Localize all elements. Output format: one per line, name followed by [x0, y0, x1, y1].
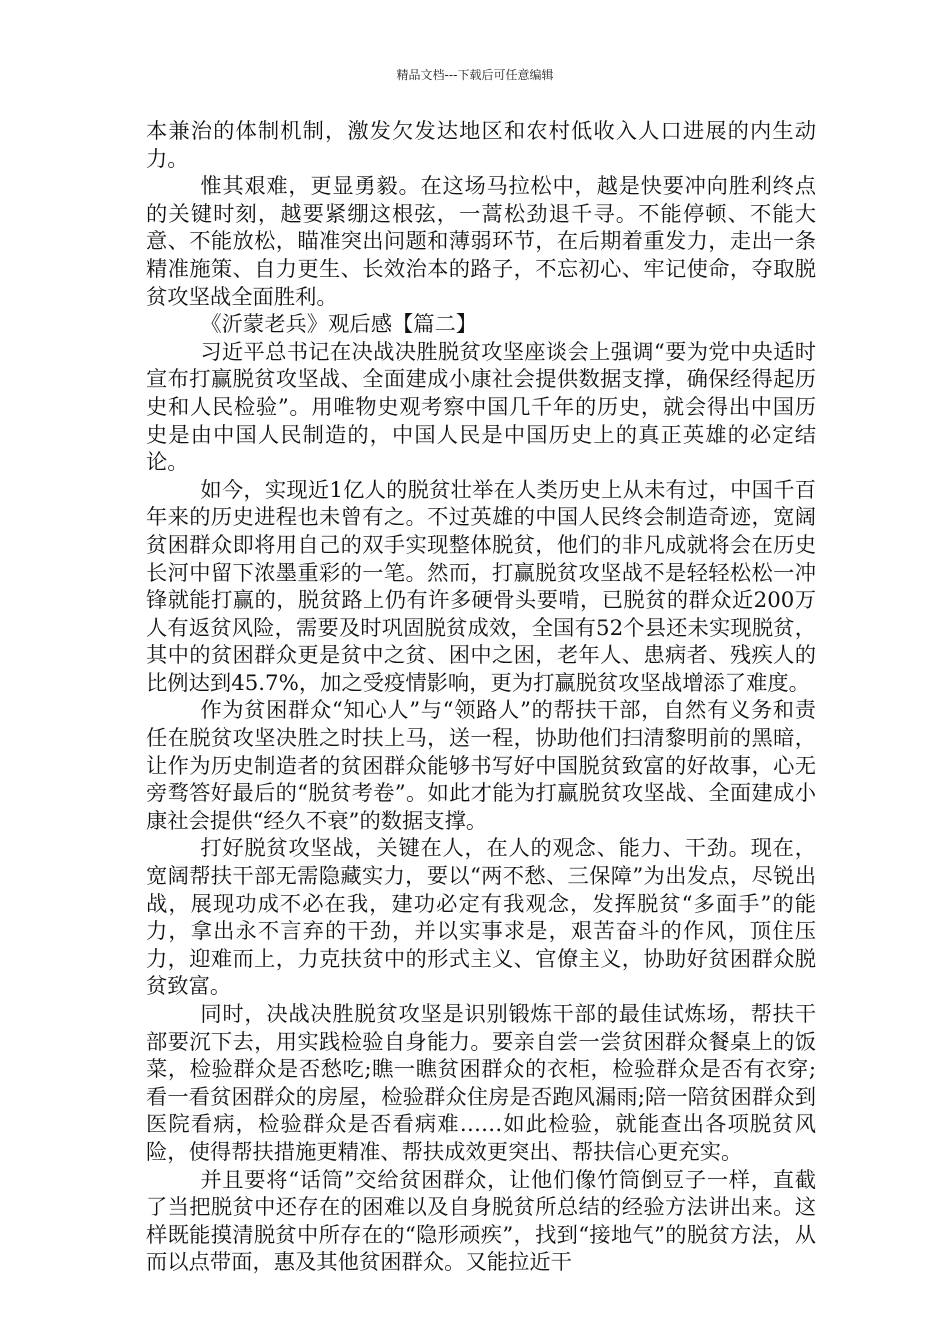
paragraph: 同时，决战决胜脱贫攻坚是识别锻炼干部的最佳试炼场，帮扶干部要沉下去，用实践检验自身能力。要亲自尝一尝贫困群众餐桌上的饭菜，检验群众是否愁吃;瞧一瞧贫困群众的衣柜，检验群众是否有衣穿;看一看贫困群众的房屋，检验群众住房是否跑风漏雨;陪一陪贫困群众到医院看病，检验群众是否看病难……如此检验，就能查出各项脱贫风险，使得帮扶措施更精准、帮扶成效更突出、帮扶信心更充实。: [146, 1002, 816, 1165]
page-header: 精品文档---下载后可任意编辑: [396, 68, 554, 82]
paragraph: 习近平总书记在决战决胜脱贫攻坚座谈会上强调“要为党中央适时宣布打赢脱贫攻坚战、全面建成小康社会提供数据支撑，确保经得起历史和人民检验”。用唯物史观考察中国几千年的历史，就会得出中国历史是由中国人民制造的，中国人民是中国历史上的真正英雄的必定结论。: [146, 339, 816, 476]
paragraph: 打好脱贫攻坚战，关键在人，在人的观念、能力、干劲。现在，宽阔帮扶干部无需隐藏实力，要以“两不愁、三保障”为出发点，尽锐出战，展现功成不必在我，建功必定有我观念，发挥脱贫“多面手”的能力，拿出永不言弃的干劲，并以实事求是，艰苦奋斗的作风，顶住压力，迎难而上，力克扶贫中的形式主义、官僚主义，协助好贫困群众脱贫致富。: [146, 836, 816, 1000]
document-body: [146, 118, 816, 1277]
paragraph: 作为贫困群众“知心人”与“领路人”的帮扶干部，自然有义务和责任在脱贫攻坚决胜之时扶上马，送一程，协助他们扫清黎明前的黑暗，让作为历史制造者的贫困群众能够书写好中国脱贫致富的好故事，心无旁骛答好最后的“脱贫考卷”。如此才能为打赢脱贫攻坚战、全面建成小康社会提供“经久不衰”的数据支撑。: [146, 698, 816, 834]
paragraph: 并且要将“话筒”交给贫困群众，让他们像竹筒倒豆子一样，直截了当把脱贫中还存在的困难以及自身脱贫所总结的经验方法讲出来。这样既能摸清脱贫中所存在的“隐形顽疾”，找到“接地气”的脱贫方法，从而以点带面，惠及其他贫困群众。又能拉近干: [146, 1167, 816, 1276]
paragraph: 如今，实现近1亿人的脱贫壮举在人类历史上从未有过，中国千百年来的历史进程也未曾有之。不过英雄的中国人民终会制造奇迹，宽阔贫困群众即将用自己的双手实现整体脱贫，他们的非凡成就将会在历史长河中留下浓墨重彩的一笔。然而，打赢脱贫攻坚战不是轻轻松松一冲锋就能打赢的，脱贫路上仍有许多硬骨头要啃，已脱贫的群众近200万人有返贫风险，需要及时巩固脱贫成效，全国有52个县还未实现脱贫，其中的贫困群众更是贫中之贫、困中之困，老年人、患病者、残疾人的比例达到45.7%，加之受疫情影响，更为打赢脱贫攻坚战增添了难度。: [146, 477, 816, 696]
paragraph: 惟其艰难，更显勇毅。在这场马拉松中，越是快要冲向胜利终点的关键时刻，越要紧绷这根弦，一蒿松劲退千寻。不能停顿、不能大意、不能放松，瞄准突出问题和薄弱环节，在后期着重发力，走出一条精准施策、自力更生、长效治本的路子，不忘初心、牢记使命，夺取脱贫攻坚战全面胜利。: [146, 174, 816, 310]
section-heading: 《沂蒙老兵》观后感【篇二】: [200, 312, 478, 338]
paragraph-continuation: 本兼治的体制机制，激发欠发达地区和农村低收入人口进展的内生动力。: [146, 119, 816, 172]
